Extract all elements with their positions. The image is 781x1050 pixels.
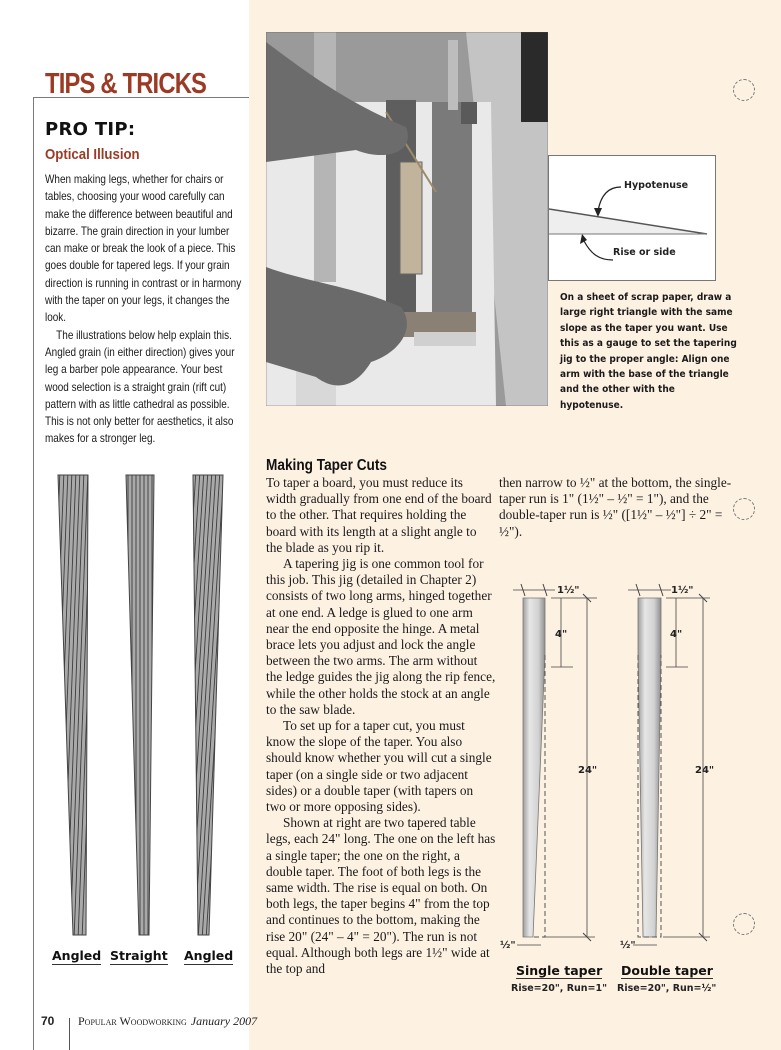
hypotenuse-arrow-icon xyxy=(598,187,621,211)
article-column-2 xyxy=(499,475,735,540)
triangle-diagram xyxy=(548,155,716,281)
pro-tip-paragraph: When making legs, whether for chairs or tables, choosing your wood carefully can make the difference between beautiful and bizarre. The grain direction in your lumber can make or break the look of a piece. This goes double for tapered legs. If your grain direction is running in contrast or in harmony with the taper on your legs, it changes the look. xyxy=(45,173,242,325)
single-taper-spec: Rise=20", Run=1" xyxy=(511,983,608,994)
side-arrow-icon xyxy=(584,241,613,260)
leg-label-straight: Straight xyxy=(110,948,168,963)
single-length: 24" xyxy=(578,765,598,776)
article-paragraph: Shown at right are two tapered table legs, each 24" long. The one on the left has a single taper; the one on the right, a double taper. The foot of both legs is the same width. The rise is equal on both. On both legs, the taper begins 4" from the top and continues to the bottom, making the rise 20" (24" – 4" = 20"). The run is not equal. Although both legs are 1½" wide at the top and xyxy=(266,815,496,977)
article-paragraph: To set up for a taper cut, you must know the slope of the taper. You also should know whether you will cut a single taper (on a single side or two adjacent sides) or a double taper (with tapers on two or more opposing sides). xyxy=(266,718,492,815)
photo-illustration xyxy=(266,32,548,406)
footer-divider xyxy=(69,1018,70,1050)
angled-leg-left xyxy=(40,470,108,940)
grain-line xyxy=(166,470,196,940)
grain-line xyxy=(46,470,64,940)
article-column-1 xyxy=(266,475,496,977)
magazine-footer xyxy=(78,1014,257,1029)
grain-line xyxy=(90,470,108,940)
triangle-caption: On a sheet of scrap paper, draw a large right triangle with the same slope as the taper you want. Use this as a gauge to set the tapering jig to the proper angle: Align one arm with the base of the triangle and the other with the hypotenuse. xyxy=(560,292,737,411)
double-taper-spec: Rise=20", Run=½" xyxy=(617,983,717,994)
grain-line xyxy=(158,470,188,940)
pro-tip-subheading: Optical Illusion xyxy=(45,146,140,163)
double-taper-title: Double taper xyxy=(621,963,713,978)
article-paragraph: A tapering jig is one common tool for this job. This jig (detailed in Chapter 2) consists of two long arms, hinged together at one end. A ledge is glued to one arm near the end opposite the hinge. A metal brace lets you adjust and lock the angle between the two arms. The arm without the ledge guides the jig along the rip fence, while the other holds the stock at an angle to the saw blade. xyxy=(266,556,496,717)
page-number: 70 xyxy=(41,1014,55,1028)
grain-line xyxy=(150,470,180,940)
leg-label-angled: Angled xyxy=(52,948,102,963)
single-top-width: 1½" xyxy=(557,585,580,596)
grain-line xyxy=(154,470,184,940)
section-title: TIPS & TRICKS xyxy=(45,68,207,100)
single-foot-width: ½" xyxy=(500,940,516,951)
binder-hole-icon xyxy=(733,913,755,935)
grain-line xyxy=(40,470,44,940)
pro-tip-body xyxy=(45,171,245,448)
article-paragraph: To taper a board, you must reduce its width gradually from one end of the board to the other. That requires holding the board with its length at a slight angle to the blade as you rip it. xyxy=(266,475,492,555)
article-title: Making Taper Cuts xyxy=(266,457,388,474)
pro-tip-heading: PRO TIP: xyxy=(45,119,136,140)
triangle-drawing xyxy=(549,156,717,282)
grain-line xyxy=(42,470,60,940)
angled-leg-right xyxy=(150,470,240,940)
grain-line xyxy=(86,470,104,940)
binder-hole-icon xyxy=(733,498,755,520)
straight-leg xyxy=(124,470,156,940)
taper-diagram xyxy=(495,575,735,960)
grain-line xyxy=(40,470,52,940)
double-top-width: 1½" xyxy=(671,585,694,596)
article-paragraph: then narrow to ½" at the bottom, the single-taper run is 1" (1½" – ½" = 1"), and the double-taper run is ½" ([1½" – ½"] ÷ 2" = ½"). xyxy=(499,475,732,539)
single-taper-title: Single taper xyxy=(516,963,603,978)
binder-hole-icon xyxy=(733,79,755,101)
grain-line xyxy=(162,470,192,940)
side-label: Rise or side xyxy=(613,247,676,258)
grain-line xyxy=(40,470,56,940)
double-taper-start: 4" xyxy=(670,629,683,640)
double-foot-width: ½" xyxy=(620,940,636,951)
single-taper-start: 4" xyxy=(555,629,568,640)
double-length: 24" xyxy=(695,765,715,776)
magazine-name: Popular Woodworking xyxy=(78,1014,187,1028)
tapering-jig-photo xyxy=(266,32,548,406)
pro-tip-paragraph: The illustrations below help explain this. Angled grain (in either direction) gives your leg a barber pole appearance. Your best wood selection is a straight grain (rift cut) pattern with as little cathedral as possible. This is not only better for aesthetics, it also makes for a stronger leg. xyxy=(45,328,235,446)
grain-illustrations xyxy=(40,470,240,940)
hypotenuse-label: Hypotenuse xyxy=(624,180,689,191)
issue-date: January 2007 xyxy=(190,1014,258,1028)
leg-label-angled: Angled xyxy=(184,948,234,963)
grain-line xyxy=(40,470,48,940)
